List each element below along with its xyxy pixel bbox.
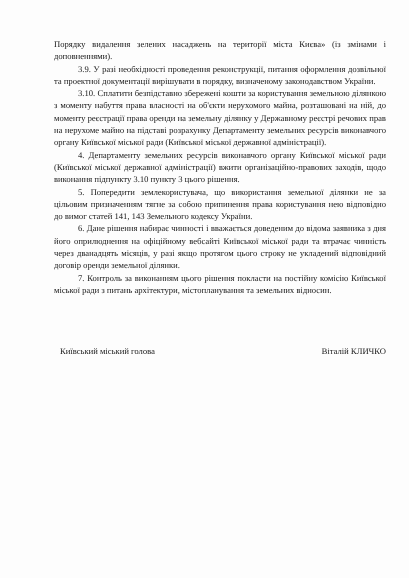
paragraph-3-9: 3.9. У разі необхідності проведення реконструкції, питання оформлення дозвільної та проектної документації вирішувати в порядку, визначеному законодавством України.	[54, 63, 386, 86]
signatory-name: Віталій КЛИЧКО	[321, 346, 386, 356]
paragraph-7: 7. Контроль за виконанням цього рішення покласти на постійну комісію Київської міської ради з питань архітектури, містопланування та земельних відносин.	[54, 272, 386, 295]
signatory-position: Київський міський голова	[60, 346, 155, 356]
paragraph-5: 5. Попередити землекористувача, що використання земельної ділянки не за цільовим призначенням тягне за собою припинення права користування нею відповідно до вимог статей 141, 143 Земельного кодексу України.	[54, 186, 386, 222]
paragraph-4: 4. Департаменту земельних ресурсів виконавчого органу Київської міської ради (Київської міської державної адміністрації) вжити організаційно-правових заходів, щодо виконання підпункту 3.10 пункту 3 цього рішення.	[54, 149, 386, 185]
paragraph-continuation: Порядку видалення зелених насаджень на території міста Києва» (із змінами і доповненнями).	[54, 39, 386, 62]
paragraph-3-10: 3.10. Сплатити безпідставно збережені кошти за користування земельною ділянкою з моменту набуття права власності на об'єкти нерухомого майна, розташовані на ній, до моменту реєстрації права оренди на земельну ділянку у Державному реєстрі речових прав на нерухоме майно на підставі розрахунку Департаменту земельних ресурсів виконавчого органу Київської міської ради (Київської міської державної адміністрації).	[54, 88, 386, 148]
paragraph-6: 6. Дане рішення набирає чинності і вважається доведеним до відома заявника з дня його оприлюднення на офіційному вебсайті Київської міської ради та втрачає чинність через дванадцять місяців, у разі якщо протягом цього строку не укладений відповідний договір оренди земельної ділянки.	[54, 223, 386, 271]
document-body	[54, 38, 386, 296]
